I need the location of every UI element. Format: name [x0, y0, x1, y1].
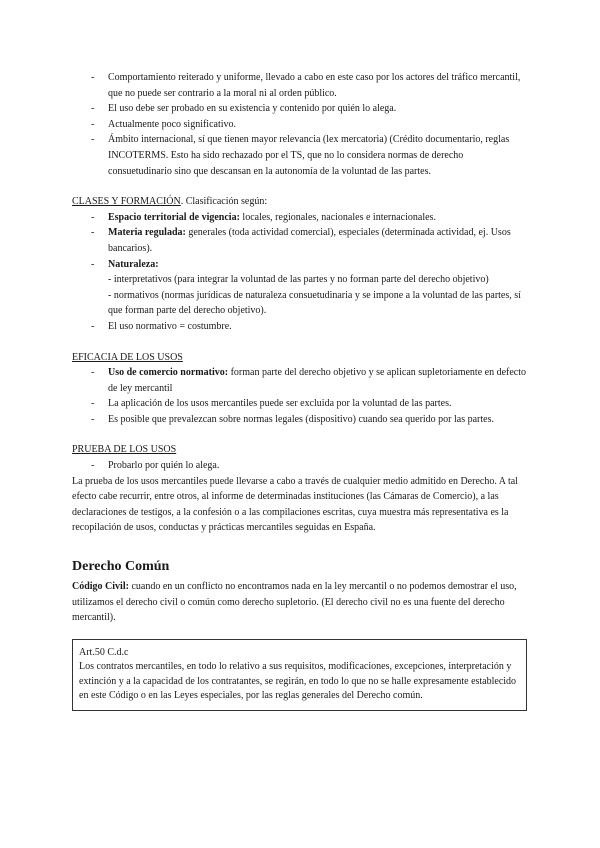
eficacia-section: [72, 350, 527, 428]
article-text: Los contratos mercantiles, en todo lo relativo a sus requisitos, modificaciones, excepciones, interpretación y extinción y a la capacidad de los contratantes, se regirán, en todo lo que no se halle expresamente establecido en este Código o en las Leyes especiales, por las reglas generales del Derecho común.: [79, 661, 517, 702]
list-item: [72, 225, 527, 256]
item-label: Espacio territorial de vigencia:: [108, 211, 240, 223]
prueba-list: [72, 458, 527, 474]
item-text: locales, regionales, nacionales e internacionales.: [239, 211, 436, 223]
clases-section: [72, 194, 527, 334]
list-item: - La aplicación de los usos mercantiles puede ser excluida por la voluntad de las partes.: [72, 396, 527, 412]
article-quote-box: [72, 639, 527, 712]
item-label: Uso de comercio normativo:: [108, 367, 229, 379]
article-reference: Art.50 C.d.c: [79, 646, 129, 658]
list-item: [72, 257, 527, 319]
clases-list: [72, 210, 527, 335]
heading-intro: . Clasificación según:: [180, 196, 268, 208]
item-label: Naturaleza:: [108, 258, 159, 270]
section-heading: CLASES Y FORMACIÓN: [72, 196, 181, 208]
list-item: - Probarlo por quién lo alega.: [72, 458, 527, 474]
eficacia-list: [72, 365, 527, 427]
item-text: generales (toda actividad comercial), especiales (determinada actividad, ej. Usos bancarios).: [108, 227, 511, 254]
list-item: - Comportamiento reiterado y uniforme, llevado a cabo en este caso por los actores del tráfico mercantil, que no puede ser contrario a la moral ni al orden público.: [72, 70, 527, 101]
clases-heading-line: [72, 194, 527, 210]
document-page: [72, 70, 527, 711]
prueba-section: [72, 442, 527, 536]
sub-item: - interpretativos (para integrar la voluntad de las partes y no forman parte del derecho objetivo): [108, 274, 489, 286]
section-heading: EFICACIA DE LOS USOS: [72, 351, 183, 363]
sub-item: - normativos (normas jurídicas de naturaleza consuetudinaria y se impone a la voluntad de las partes, sí que forman parte del derecho objetivo).: [108, 289, 521, 317]
list-item: - Ámbito internacional, sí que tienen mayor relevancia (lex mercatoria) (Crédito documentario, reglas INCOTERMS. Esto ha sido rechazado por el TS, que no lo considera normas de derecho consuetudinario sino que descansan en la autonomía de la voluntad de las partes.: [72, 132, 527, 179]
list-item: - El uso normativo = costumbre.: [72, 319, 527, 335]
list-item: [72, 210, 527, 226]
derecho-comun-paragraph: [72, 579, 527, 626]
item-label: Código Civil:: [72, 581, 129, 593]
list-item: [72, 365, 527, 396]
prueba-paragraph: La prueba de los usos mercantiles puede llevarse a cabo a través de cualquier medio admitido en Derecho. A tal efecto cabe recurrir, entre otros, al informe de determinadas instituciones (las Cámaras de Comercio), a las declaraciones de testigos, a la confesión o a las compilaciones escritas, cuya muestra más representativa es la recopilación de usos, conductas y prácticas mercantiles seguidas en España.: [72, 475, 518, 534]
item-text: cuando en un conflicto no encontramos nada en la ley mercantil o no podemos demostrar el uso, utilizamos el derecho civil o común como derecho supletorio. (El derecho civil no es una fuente del derecho mercantil).: [72, 581, 517, 624]
list-item: - El uso debe ser probado en su existencia y contenido por quién lo alega.: [72, 101, 527, 117]
list-item: - Actualmente poco significativo.: [72, 117, 527, 133]
section-heading: PRUEBA DE LOS USOS: [72, 444, 177, 456]
derecho-comun-title: Derecho Común: [72, 559, 170, 575]
item-text: forman parte del derecho objetivo y se aplican supletoriamente en defecto de ley mercantil: [108, 367, 527, 394]
list-item: - Es posible que prevalezcan sobre normas legales (dispositivo) cuando sea querido por las partes.: [72, 412, 527, 428]
item-label: Materia regulada:: [108, 227, 186, 239]
intro-list: [72, 70, 527, 179]
